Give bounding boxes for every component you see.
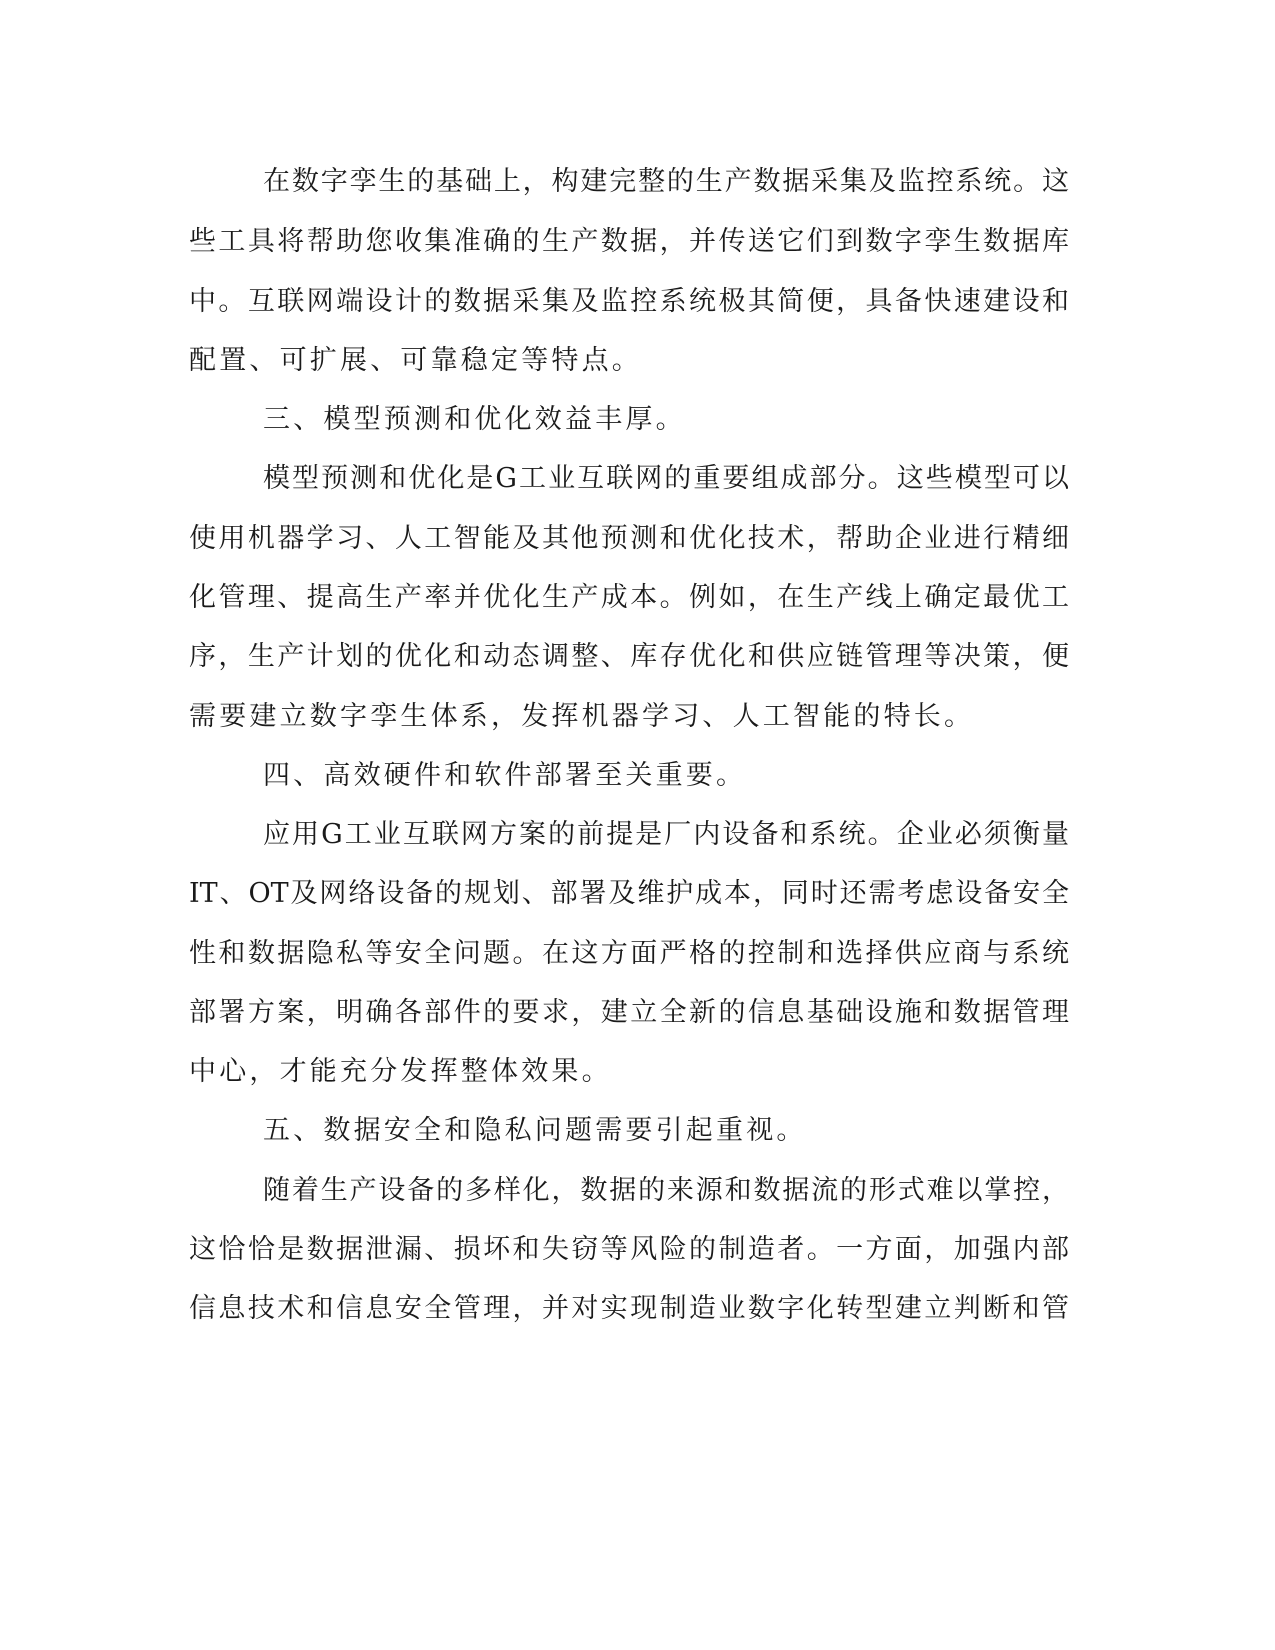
paragraph-line: 模型预测和优化是G工业互联网的重要组成部分。这些模型可以 xyxy=(263,463,1069,494)
paragraph-line: IT、OT及网络设备的规划、部署及维护成本，同时还需考虑设备安全 xyxy=(189,878,1069,909)
section-heading: 三、模型预测和优化效益丰厚。 xyxy=(263,404,686,435)
paragraph-line: 性和数据隐私等安全问题。在这方面严格的控制和选择供应商与系统 xyxy=(189,938,1069,969)
paragraph-line: 些工具将帮助您收集准确的生产数据，并传送它们到数字孪生数据库 xyxy=(189,226,1069,257)
section-heading: 四、高效硬件和软件部署至关重要。 xyxy=(263,760,747,791)
paragraph-line: 需要建立数字孪生体系，发挥机器学习、人工智能的特长。 xyxy=(189,701,975,732)
paragraph-line: 信息技术和信息安全管理，并对实现制造业数字化转型建立判断和管 xyxy=(189,1293,1069,1324)
paragraph-line: 化管理、提高生产率并优化生产成本。例如，在生产线上确定最优工 xyxy=(189,582,1069,613)
paragraph-line: 应用G工业互联网方案的前提是厂内设备和系统。企业必须衡量 xyxy=(263,819,1069,850)
paragraph-line: 中心，才能充分发挥整体效果。 xyxy=(189,1056,612,1087)
section-heading: 五、数据安全和隐私问题需要引起重视。 xyxy=(263,1115,807,1146)
paragraph-line: 这恰恰是数据泄漏、损坏和失窃等风险的制造者。一方面，加强内部 xyxy=(189,1234,1069,1265)
paragraph-line: 在数字孪生的基础上，构建完整的生产数据采集及监控系统。这 xyxy=(263,166,1069,197)
paragraph-line: 随着生产设备的多样化，数据的来源和数据流的形式难以掌控， xyxy=(263,1175,1069,1206)
paragraph-line: 部署方案，明确各部件的要求，建立全新的信息基础设施和数据管理 xyxy=(189,997,1069,1028)
paragraph-line: 中。互联网端设计的数据采集及监控系统极其简便，具备快速建设和 xyxy=(189,286,1069,317)
paragraph-line: 使用机器学习、人工智能及其他预测和优化技术，帮助企业进行精细 xyxy=(189,523,1069,554)
paragraph-line: 序，生产计划的优化和动态调整、库存优化和供应链管理等决策，便 xyxy=(189,641,1069,672)
paragraph-line: 配置、可扩展、可靠稳定等特点。 xyxy=(189,345,642,376)
